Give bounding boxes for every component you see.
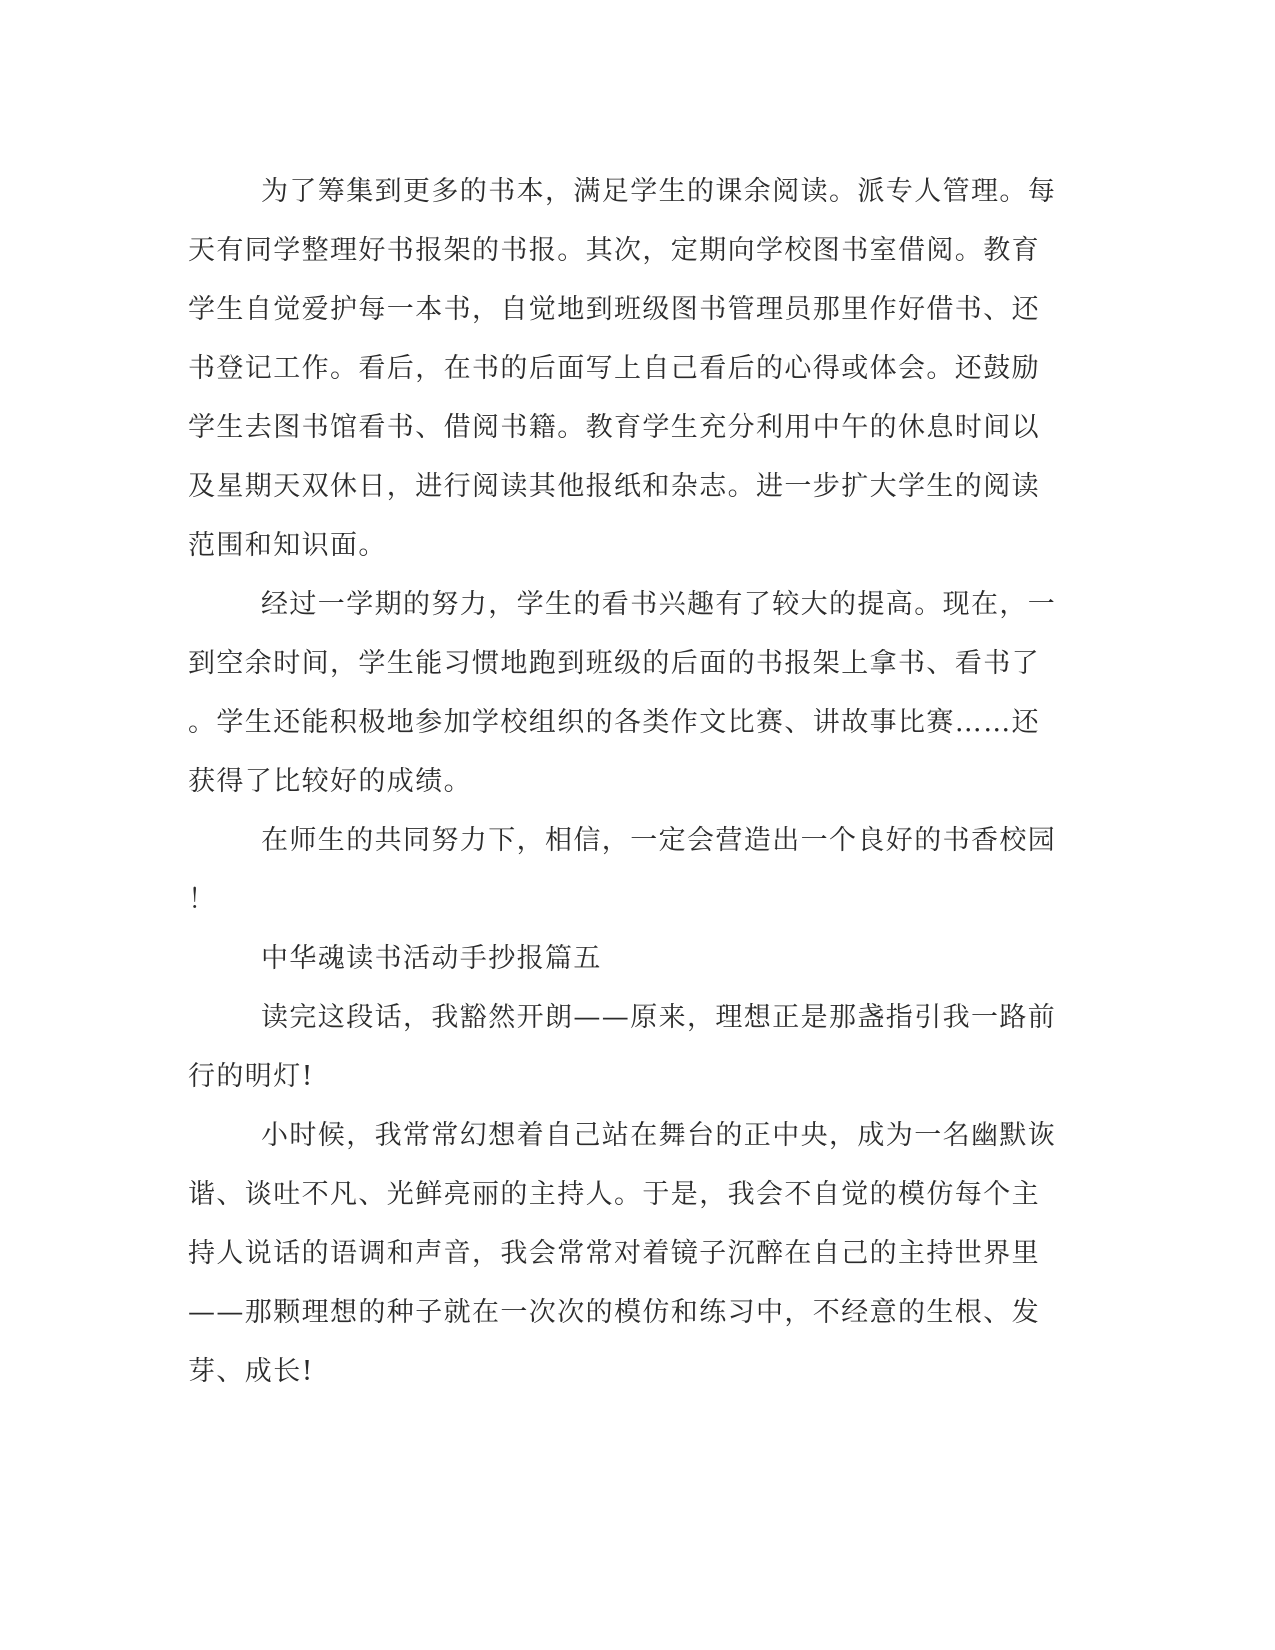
paragraph-line: 芽、成长! [188,1356,314,1387]
paragraph-line: 书登记工作。看后，在书的后面写上自己看后的心得或体会。还鼓励 [188,353,1040,384]
paragraph-line: 学生去图书馆看书、借阅书籍。教育学生充分利用中午的休息时间以 [188,412,1040,443]
paragraph-line: 。学生还能积极地参加学校组织的各类作文比赛、讲故事比赛……还 [188,707,1040,738]
paragraph-line: 行的明灯! [188,1061,314,1092]
paragraph-line: 范围和知识面。 [188,530,387,561]
document-body [188,162,1068,1401]
paragraph-line: 天有同学整理好书报架的书报。其次，定期向学校图书室借阅。教育 [188,235,1040,266]
paragraph-line: 为了筹集到更多的书本，满足学生的课余阅读。派专人管理。每 [261,176,1057,207]
paragraph-line: 在师生的共同努力下，相信，一定会营造出一个良好的书香校园 [261,825,1057,856]
paragraph-line: 小时候，我常常幻想着自己站在舞台的正中央，成为一名幽默诙 [261,1120,1057,1151]
paragraph-line: 获得了比较好的成绩。 [188,766,472,797]
paragraph-line: 持人说话的语调和声音，我会常常对着镜子沉醉在自己的主持世界里 [188,1238,1040,1269]
paragraph-line: 学生自觉爱护每一本书，自觉地到班级图书管理员那里作好借书、还 [188,294,1040,325]
section-heading: 中华魂读书活动手抄报篇五 [261,943,602,974]
paragraph-line: 及星期天双休日，进行阅读其他报纸和杂志。进一步扩大学生的阅读 [188,471,1040,502]
paragraph-line: 到空余时间，学生能习惯地跑到班级的后面的书报架上拿书、看书了 [188,648,1040,679]
paragraph-line: 谐、谈吐不凡、光鲜亮丽的主持人。于是，我会不自觉的模仿每个主 [188,1179,1040,1210]
paragraph-line: 读完这段话，我豁然开朗——原来，理想正是那盏指引我一路前 [261,1002,1057,1033]
paragraph-line: 经过一学期的努力，学生的看书兴趣有了较大的提高。现在，一 [261,589,1057,620]
paragraph-line: ！ [188,884,217,915]
paragraph-line: ——那颗理想的种子就在一次次的模仿和练习中，不经意的生根、发 [188,1297,1040,1328]
